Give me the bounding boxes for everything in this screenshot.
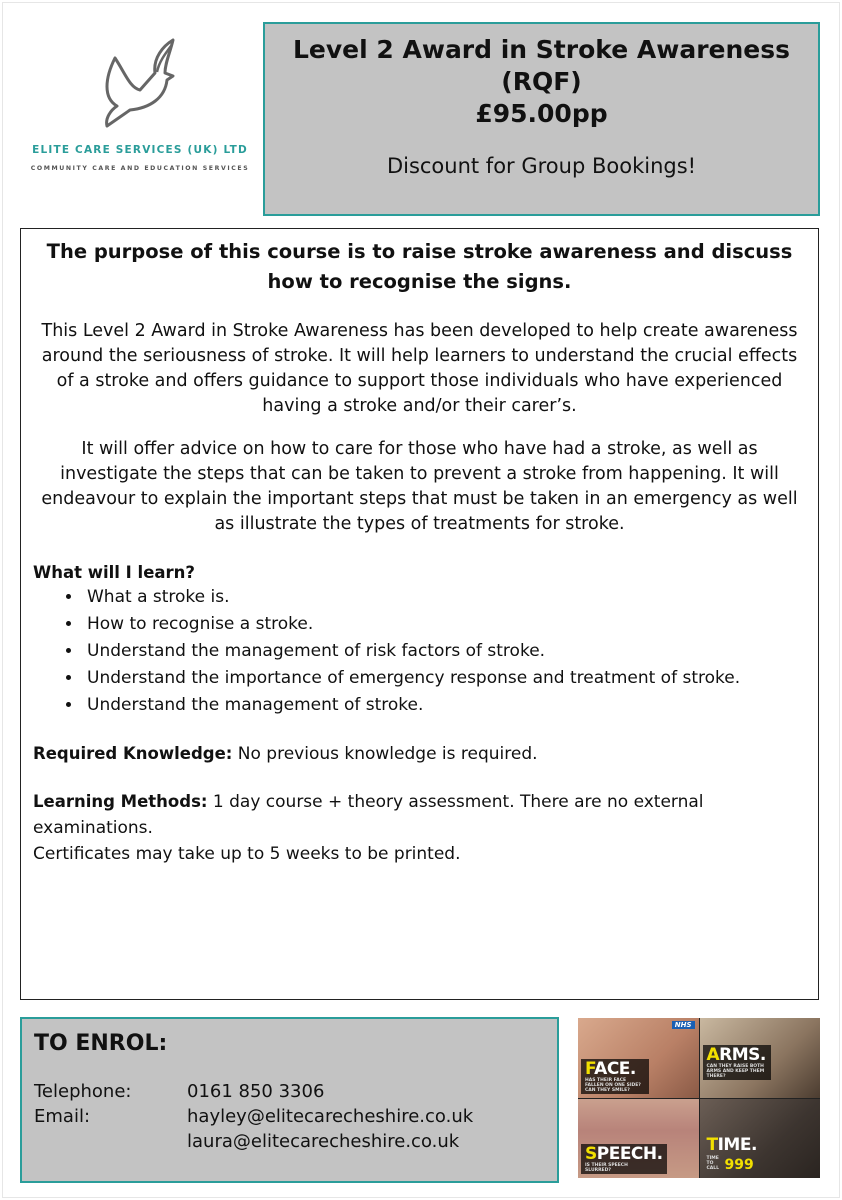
arms-sub: CAN THEY RAISE BOTH ARMS AND KEEP THEM THERE? [706, 1063, 765, 1079]
telephone-label: Telephone: [34, 1081, 132, 1102]
learn-heading: What will I learn? [33, 563, 195, 582]
face-panel [578, 1018, 699, 1098]
description-paragraph: This Level 2 Award in Stroke Awareness has been developed to help create awareness around the seriousness of stroke. It will help learners to understand the crucial effects of a stroke and offers guidance to support those individuals who have experienced having a stroke and/or their carer’s. [41, 321, 798, 416]
email-row [34, 1129, 459, 1154]
course-qualification: (RQF) [501, 67, 582, 96]
telephone-row [34, 1079, 324, 1104]
telephone-number[interactable]: 0161 850 3306 [187, 1081, 325, 1102]
speech-sub: IS THEIR SPEECH SLURRED? [585, 1163, 628, 1173]
course-title: Level 2 Award in Stroke Awareness [292, 35, 790, 64]
dove-icon [85, 28, 195, 138]
company-tagline: COMMUNITY CARE AND EDUCATION SERVICES [30, 165, 250, 172]
list-item: • Understand the management of risk factors of stroke. [83, 638, 818, 665]
methods-label: Learning Methods: [33, 792, 208, 811]
arms-panel [700, 1018, 821, 1098]
company-logo [22, 28, 258, 208]
enrol-heading: TO ENROL: [34, 1031, 168, 1056]
arms-label: ARMS. [706, 1044, 766, 1065]
list-item: • What a stroke is. [83, 584, 818, 611]
time-panel [700, 1099, 821, 1179]
emergency-number: 999 [724, 1157, 754, 1173]
discount-note: Discount for Group Bookings! [386, 154, 697, 178]
certificates-note: Certificates may take up to 5 weeks to be printed. [33, 844, 461, 864]
required-label: Required Knowledge: [33, 744, 233, 763]
face-sub: HAS THEIR FACE FALLEN ON ONE SIDE? CAN THEY SMILE? [585, 1077, 641, 1093]
time-label: TIME. [706, 1135, 757, 1155]
company-name: ELITE CARE SERVICES (UK) LTD [32, 144, 248, 156]
course-price: £95.00pp [475, 99, 608, 128]
face-label: FACE. [585, 1058, 636, 1079]
methods-text: 1 day course + theory assessment. There are no external examinations. [33, 792, 704, 838]
speech-panel [578, 1099, 699, 1179]
required-knowledge [33, 741, 806, 767]
list-item: • Understand the management of stroke. [83, 692, 818, 719]
time-sub: TIME TO CALL [706, 1156, 720, 1171]
required-text: No previous knowledge is required. [232, 744, 538, 764]
course-header [263, 22, 820, 216]
fast-stroke-image [578, 1018, 820, 1178]
email-link[interactable]: laura@elitecarecheshire.co.uk [187, 1131, 460, 1152]
email-label: Email: [34, 1106, 91, 1127]
enrol-box [20, 1017, 559, 1183]
email-link[interactable]: hayley@elitecarecheshire.co.uk [187, 1106, 474, 1127]
learning-methods [33, 789, 806, 841]
purpose-heading: The purpose of this course is to raise stroke awareness and discuss how to recognise the signs. [46, 240, 793, 293]
learn-list [21, 584, 818, 719]
speech-label: SPEECH. [585, 1144, 663, 1164]
course-details [20, 228, 819, 1000]
nhs-badge: NHS [672, 1021, 695, 1029]
description-paragraph: It will offer advice on how to care for those who have had a stroke, as well as investigate the steps that can be taken to prevent a stroke from happening. It will endeavour to explain the important steps that must be taken in an emergency as well as illustrate the types of treatments for stroke. [41, 439, 798, 534]
email-row [34, 1104, 473, 1129]
list-item: • Understand the importance of emergency response and treatment of stroke. [83, 665, 818, 692]
list-item: • How to recognise a stroke. [83, 611, 818, 638]
